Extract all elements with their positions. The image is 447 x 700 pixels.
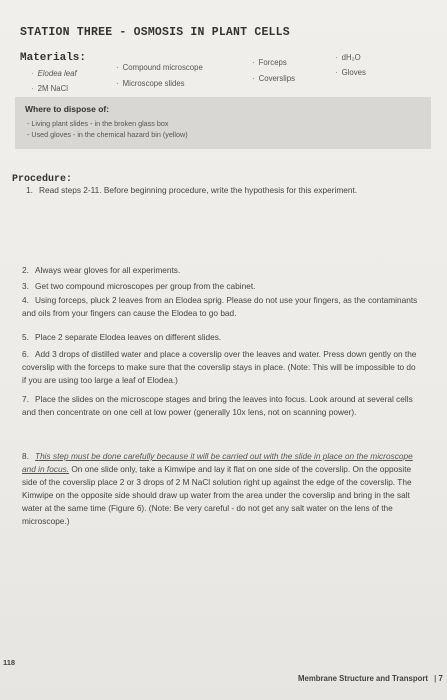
footer-separator: | bbox=[434, 674, 437, 683]
step-underlined-warning: This step must be done carefully because it will be carried out with the slide in place on the microscope and in focus. bbox=[22, 451, 413, 474]
material-item: · Coverslips bbox=[252, 74, 296, 83]
station-title: STATION THREE - OSMOSIS IN PLANT CELLS bbox=[20, 26, 290, 39]
material-item: · Elodea leaf bbox=[31, 69, 77, 78]
footer-section: Membrane Structure and Transport bbox=[298, 674, 428, 683]
procedure-step: 8. This step must be done carefully because it will be carried out with the slide in place on the microscope and in focus. On one slide only, take a Kimwipe and lay it flat on one side of the coverslip. On the opposite side of the coverslip place 2 or 3 drops of 2 M NaCl solution right up against the edge of the coverslip. The Kimwipe on the opposite side should draw up water from the area under the coverslip and bring in the salt water at the same time (Figure 6). (Note: Be very careful - do not get any salt water on the lens of the microscope.) bbox=[22, 451, 413, 526]
material-item: · Microscope slides bbox=[116, 79, 185, 88]
procedure-heading: Procedure: bbox=[12, 174, 73, 185]
procedure-step: 7. Place the slides on the microscope stages and bring the leaves into focus. Look around at several cells and then concentrate on one cell at low power (generally 10x lens, not on scanning power). bbox=[22, 394, 413, 417]
disposal-item: - Living plant slides - in the broken glass box bbox=[27, 119, 169, 128]
procedure-step: 5. Place 2 separate Elodea leaves on different slides. bbox=[22, 332, 222, 342]
disposal-heading: Where to dispose of: bbox=[25, 104, 110, 114]
procedure-step: 2. Always wear gloves for all experiments. bbox=[22, 265, 181, 275]
procedure-step: 6. Add 3 drops of distilled water and place a coverslip over the leaves and water. Press down gently on the coverslip with the forceps to make sure that the coverslip stays in place. (Note: This will be impossible to do if you are using too large a leaf of Elodea.) bbox=[22, 349, 417, 385]
material-item: · Gloves bbox=[335, 68, 366, 77]
footer-trailing: 7 bbox=[438, 674, 443, 683]
material-item: · Forceps bbox=[252, 58, 287, 67]
procedure-step: 1. Read steps 2-11. Before beginning procedure, write the hypothesis for this experiment. bbox=[26, 185, 358, 195]
running-footer bbox=[298, 674, 443, 683]
material-item: · 2M NaCl bbox=[31, 84, 68, 93]
material-item: · Compound microscope bbox=[116, 63, 203, 72]
materials-heading: Materials: bbox=[20, 52, 87, 64]
disposal-box bbox=[15, 97, 431, 149]
procedure-step: 3. Get two compound microscopes per group from the cabinet. bbox=[22, 281, 256, 291]
page-number: 118 bbox=[3, 658, 16, 667]
material-item: · dH₂O bbox=[335, 53, 361, 62]
disposal-item: - Used gloves - in the chemical hazard bin (yellow) bbox=[27, 130, 188, 139]
procedure-step: 4. Using forceps, pluck 2 leaves from an Elodea sprig. Please do not use your fingers, as the contaminants and oils from your fingers can cause the Elodea to go bad. bbox=[22, 295, 418, 318]
